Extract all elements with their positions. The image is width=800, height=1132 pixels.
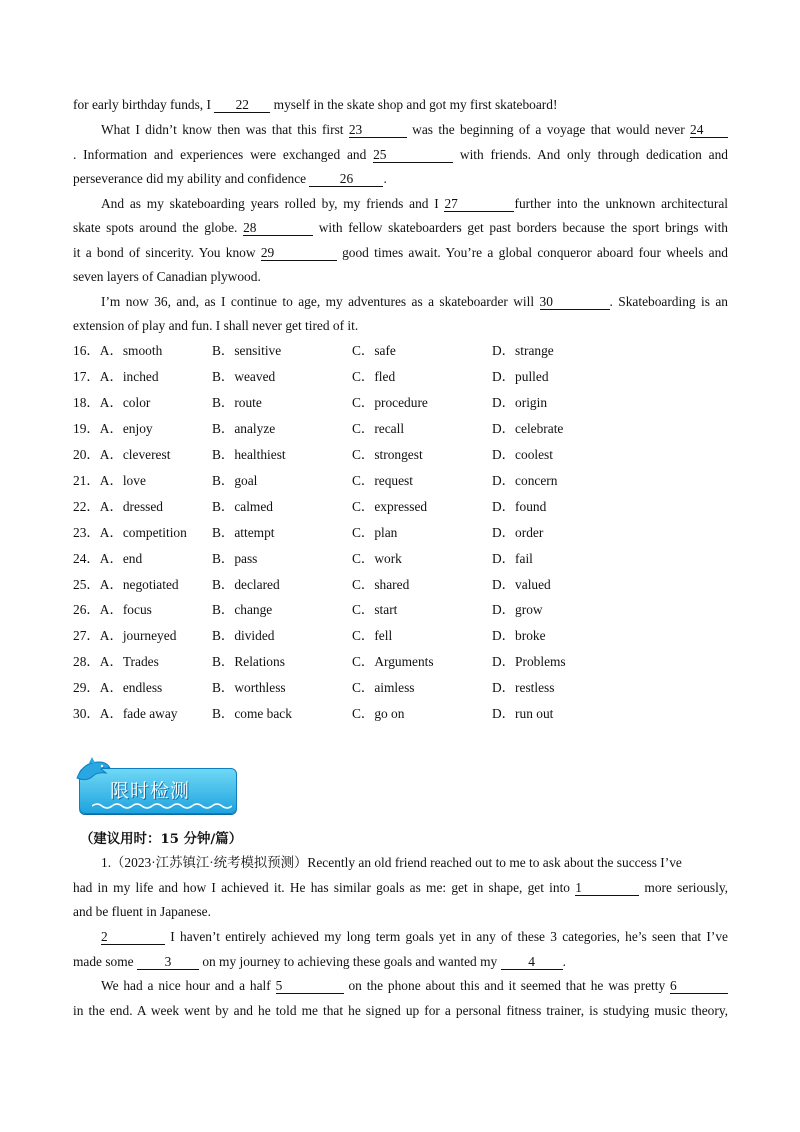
option-c: C．request <box>352 473 413 488</box>
passage2-line-6: We had a nice hour and a half 5 on the phone about this and it seemed that he was pretty 6 <box>101 977 728 995</box>
blank-26: 26 <box>309 171 383 187</box>
option-a: 18．A．color <box>73 395 151 410</box>
option-b: B．change <box>212 602 273 617</box>
passage1-line-8: seven layers of Canadian plywood. <box>73 269 261 284</box>
option-d: D．run out <box>492 706 554 721</box>
option-b: B．sensitive <box>212 343 282 358</box>
blank-28: 28 <box>243 220 313 236</box>
option-b: B．goal <box>212 473 258 488</box>
option-b: B．weaved <box>212 369 276 384</box>
option-a: 28．A．Trades <box>73 654 159 669</box>
option-a: 29．A．endless <box>73 680 163 695</box>
option-c: C．plan <box>352 525 398 540</box>
option-d: D．pulled <box>492 369 549 384</box>
option-a: 26．A．focus <box>73 602 152 617</box>
option-c: C．work <box>352 551 402 566</box>
passage2-line-1: 1.（2023·江苏镇江·统考模拟预测）Recently an old friend reached out to me to ask about the success I’ve <box>101 855 682 870</box>
option-c: C．shared <box>352 577 410 592</box>
option-a: 20．A．cleverest <box>73 447 171 462</box>
option-d: D．found <box>492 499 547 514</box>
blank-23: 23 <box>349 122 407 138</box>
option-c: C．strongest <box>352 447 423 462</box>
option-b: B．analyze <box>212 421 276 436</box>
option-c: C．go on <box>352 706 405 721</box>
option-b: B．attempt <box>212 525 275 540</box>
option-a: 22．A．dressed <box>73 499 164 514</box>
option-c: C．procedure <box>352 395 428 410</box>
option-d: D．broke <box>492 628 546 643</box>
option-b: B．calmed <box>212 499 273 514</box>
option-b: B．Relations <box>212 654 285 669</box>
option-d: D．fail <box>492 551 533 566</box>
option-b: B．pass <box>212 551 258 566</box>
option-a: 27．A．journeyed <box>73 628 177 643</box>
blank-22: 22 <box>214 97 270 113</box>
passage1-line-10: extension of play and fun. I shall never get tired of it. <box>73 318 359 333</box>
passage1-line-4: perseverance did my ability and confidence 26 . <box>73 171 387 186</box>
blank-30: 30 <box>540 294 610 310</box>
blank-25: 25 <box>373 147 453 163</box>
option-a: 21．A．love <box>73 473 146 488</box>
option-d: D．valued <box>492 577 551 592</box>
blank-2: 2 <box>101 929 165 945</box>
option-d: D．strange <box>492 343 554 358</box>
option-d: D．celebrate <box>492 421 564 436</box>
section-badge <box>73 756 238 818</box>
option-a: 25．A．negotiated <box>73 577 179 592</box>
blank-1: 1 <box>575 880 639 896</box>
badge-title: 限时检测 <box>110 780 191 802</box>
passage1-line-9: I’m now 36, and, as I continue to age, my adventures as a skateboarder will 30 . Skateboarding is an <box>101 294 729 309</box>
dolphin-icon <box>73 756 113 786</box>
passage2-line-7: in the end. A week went by and he told me that he signed up for a personal fitness trainer, is studying music theory, <box>73 1003 728 1018</box>
option-c: C．fell <box>352 628 393 643</box>
option-d: D．concern <box>492 473 558 488</box>
passage1-line-1: for early birthday funds, I 22 myself in the skate shop and got my first skateboard! <box>73 97 558 112</box>
passage1-line-3: . Information and experiences were exchanged and 25 with friends. And only through dedication and <box>73 147 728 162</box>
option-b: B．come back <box>212 706 292 721</box>
option-c: C．Arguments <box>352 654 434 669</box>
blank-29: 29 <box>261 245 337 261</box>
option-b: B．declared <box>212 577 280 592</box>
option-d: D．order <box>492 525 544 540</box>
option-c: C．aimless <box>352 680 415 695</box>
blank-5: 5 <box>276 978 344 994</box>
option-a: 23．A．competition <box>73 525 187 540</box>
passage1-line-6: skate spots around the globe. 28 with fellow skateboarders get past borders because the sport brings with <box>73 220 728 235</box>
option-c: C．safe <box>352 343 396 358</box>
blank-27: 27 <box>444 196 514 212</box>
option-d: D．restless <box>492 680 555 695</box>
option-a: 16．A．smooth <box>73 343 163 358</box>
blank-6: 6 <box>670 978 728 994</box>
option-c: C．fled <box>352 369 396 384</box>
passage1-line-7: it a bond of sincerity. You know 29 good times await. You’re a global conqueror aboard four wheels and <box>73 245 729 260</box>
suggested-time: （建议用时：15 分钟/篇） <box>80 831 243 847</box>
option-d: D．grow <box>492 602 543 617</box>
option-d: D．origin <box>492 395 548 410</box>
option-a: 17．A．inched <box>73 369 159 384</box>
option-a: 24．A．end <box>73 551 143 566</box>
passage2-line-4: 2 I haven’t entirely achieved my long term goals yet in any of these 3 categories, he’s seen that I’ve <box>101 929 728 944</box>
option-c: C．expressed <box>352 499 428 514</box>
passage1-line-2: What I didn’t know then was that this first 23 was the beginning of a voyage that would never 24 <box>101 121 728 139</box>
option-d: D．coolest <box>492 447 553 462</box>
blank-3: 3 <box>137 954 199 970</box>
option-b: B．divided <box>212 628 275 643</box>
passage2-line-3: and be fluent in Japanese. <box>73 904 211 919</box>
option-b: B．worthless <box>212 680 286 695</box>
passage2-line-5: made some 3 on my journey to achieving these goals and wanted my 4 . <box>73 954 566 969</box>
option-c: C．recall <box>352 421 405 436</box>
option-a: 30．A．fade away <box>73 706 178 721</box>
blank-24: 24 <box>690 122 728 138</box>
option-d: D．Problems <box>492 654 566 669</box>
option-b: B．healthiest <box>212 447 286 462</box>
passage2-line-2: had in my life and how I achieved it. He has similar goals as me: get in shape, get into 1 more seriously, <box>73 880 728 895</box>
option-b: B．route <box>212 395 262 410</box>
blank-4: 4 <box>501 954 563 970</box>
option-c: C．start <box>352 602 398 617</box>
passage1-line-5: And as my skateboarding years rolled by, my friends and I 27 further into the unknown architectural <box>101 196 728 211</box>
option-a: 19．A．enjoy <box>73 421 153 436</box>
wave-decoration-icon <box>92 802 232 810</box>
